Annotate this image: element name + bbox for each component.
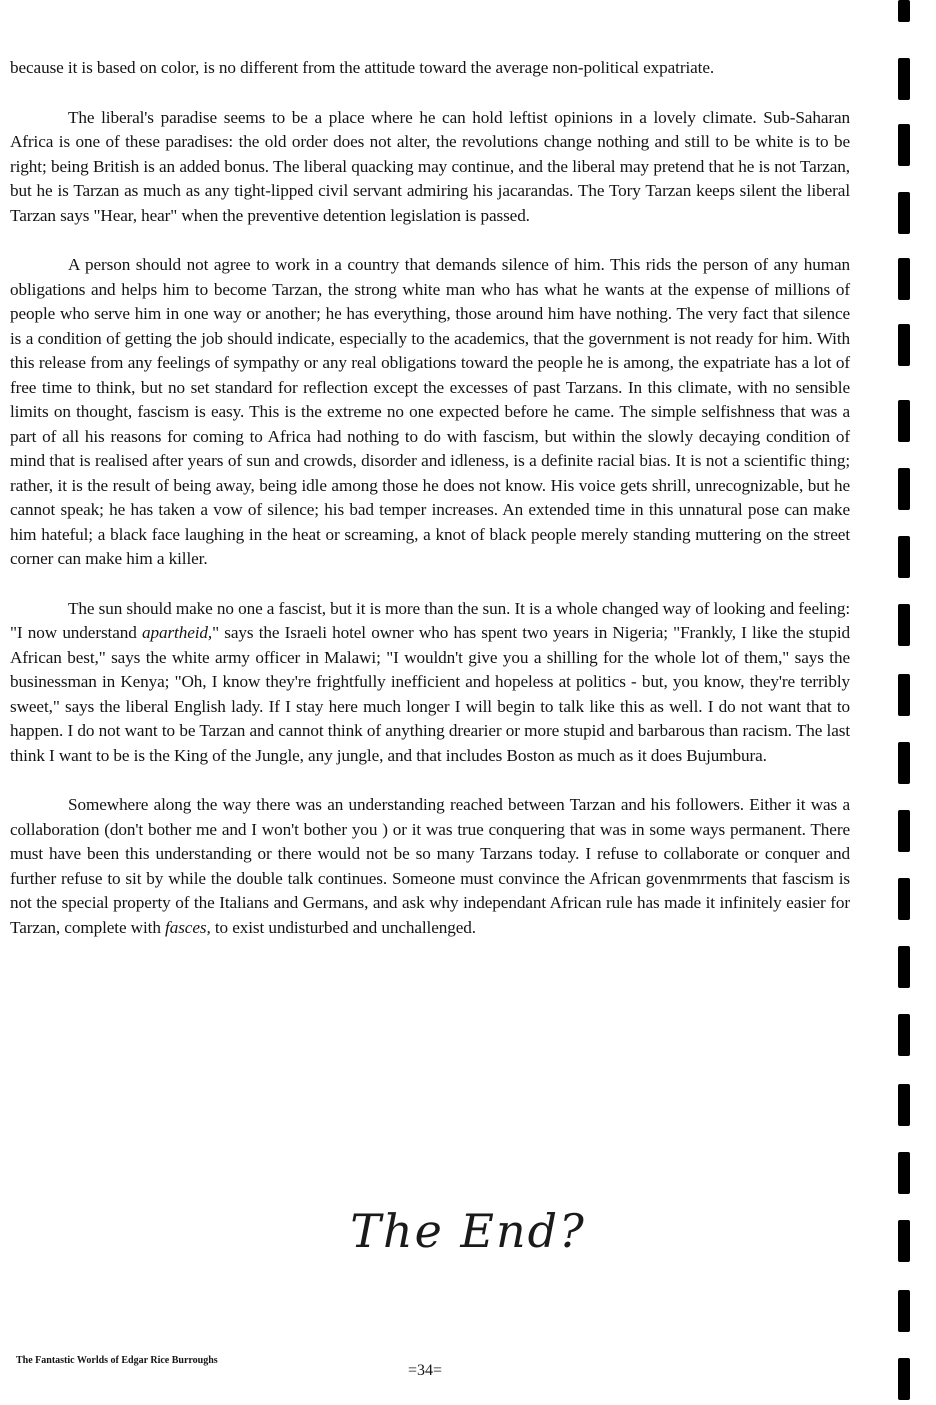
binding-holes-strip [898,0,918,1405]
binding-hole [898,0,910,22]
binding-hole [898,400,910,442]
footer-publication-title: The Fantastic Worlds of Edgar Rice Burroughs [16,1355,218,1366]
italic-term-apartheid: apartheid, [141,623,213,642]
binding-hole [898,1084,910,1126]
the-end-closing: The End? [350,1204,586,1258]
binding-hole [898,124,910,166]
binding-hole [898,810,910,852]
paragraph-4 [10,597,850,769]
italic-term-fasces: fasces, [165,917,211,937]
binding-hole [898,258,910,300]
binding-hole [898,1290,910,1332]
binding-hole [898,1152,910,1194]
binding-hole [898,468,910,510]
article-body [10,56,850,940]
footer-page-number: =34= [408,1362,443,1379]
binding-hole [898,604,910,646]
binding-hole [898,324,910,366]
binding-hole [898,946,910,988]
paragraph-3: A person should not agree to work in a country that demands silence of him. This rids the person of any human obligations and helps him to become Tarzan, the strong white man who has what he wants at the expense of millions of people who serve him in one way or another; he has everything, those around him have nothing. The very fact that silence is a condition of getting the job should indicate, especially to the academics, that the government is not ready for him. With this release from any feelings of sympathy or any real obligations toward the people he is among, the expatriate has a lot of free time to think, but no set standard for reflection except the excesses of past Tarzans. In this climate, with no sensible limits on thought, fascism is easy. This is the extreme no one expected before he came. The simple selfishness that was a part of all his reasons for coming to Africa had nothing to do with fascism, but within the slowly decaying condition of mind that is realised after years of sun and crowds, disorder and idleness, is a definite racial bias. It is not a scientific thing; rather, it is the result of being away, being idle among those he does not know. His voice gets shrill, unrecognizable, but he cannot speak; he has taken a vow of silence; his bad temper increases. An extended time in this unnatural pose can make him hateful; a black face laughing in the heat or screaming, a knot of black people merely standing muttering on the street corner can make him a killer. [10,255,850,568]
paragraph-2: The liberal's paradise seems to be a place where he can hold leftist opinions in a lovely climate. Sub-Saharan Africa is one of these paradises: the old order does not alter, the revolutions change nothing and still to be white is to be right; being British is an added bonus. The liberal quacking may continue, and the liberal may pretend that he is not Tarzan, but he is Tarzan as much as any tight-lipped civil servant admiring his jacarandas. The Tory Tarzan keeps silent the liberal Tarzan says "Hear, hear" when the preventive detention legislation is passed. [10,107,850,225]
binding-hole [898,536,910,578]
paragraph-5 [10,793,850,940]
binding-hole [898,742,910,784]
paragraph-5-text-continued: to exist undisturbed and unchallenged. [210,917,476,937]
binding-hole [898,674,910,716]
binding-hole [898,1014,910,1056]
binding-hole [898,58,910,100]
binding-hole [898,192,910,234]
paragraph-5-text: Somewhere along the way there was an understanding reached between Tarzan and his followers. Either it was a collaboration (don't bother me and I won't bother you ) or it was true conquering that was in some ways permanent. There must have been this understanding or there would not be so many Tarzans today. I refuse to collaborate or conquer and further refuse to sit by while the double talk continues. Someone must convince the African govenmrments that fascism is not the special property of the Italians and Germans, and ask why independant African rule has made it infinitely easier for Tarzan, complete with [10,795,850,937]
binding-hole [898,1220,910,1262]
binding-hole [898,1358,910,1400]
binding-hole [898,878,910,920]
paragraph-1: because it is based on color, is no different from the attitude toward the average non-political expatriate. [10,58,715,77]
paragraph-4-text: The sun should make no one a fascist, but it is more than the sun. It is a whole changed way of looking and feeling: "I now understand [10,598,850,642]
paragraph-4-text-continued: " says the Israeli hotel owner who has spent two years in Nigeria; "Frankly, I like the stupid African best," says the white army officer in Malawi; "I wouldn't give you a shilling for the whole lot of them," says the businessman in Kenya; "Oh, I know they're frightfully inefficient and hopeless at politics - but, you know, they're terribly sweet," says the liberal English lady. If I stay here much longer I will begin to talk like this as well. I do not want that to happen. I do not want to be Tarzan and cannot think of anything drearier or more stupid and barbarous than racism. The last think I want to be is the King of the Jungle, any jungle, and that includes Boston as much as it does Bujumbura. [10,623,851,765]
